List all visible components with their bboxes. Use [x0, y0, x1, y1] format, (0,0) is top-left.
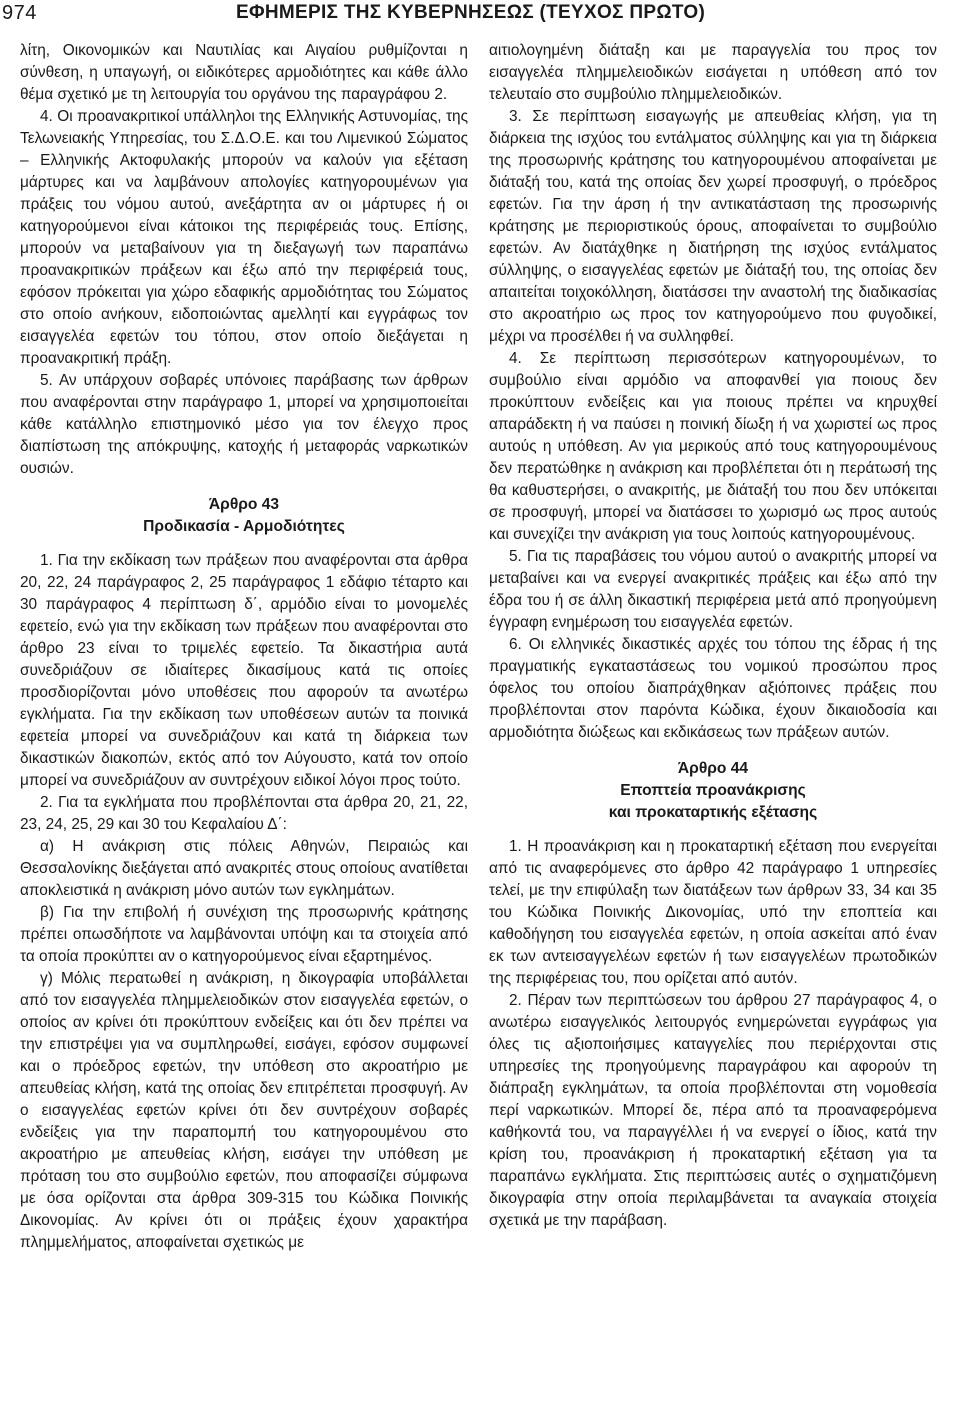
- paragraph: α) Η ανάκριση στις πόλεις Αθηνών, Πειραιώς και Θεσσαλονίκης διεξάγεται από ανακριτές στους οποίους ανατίθεται αποκλειστικά η ανάκριση μόνο αυτών των εγκλημάτων.: [20, 838, 468, 899]
- page-header: [0, 0, 960, 34]
- paragraph: 5. Αν υπάρχουν σοβαρές υπόνοιες παράβασης των άρθρων που αναφέρονται στην παράγραφο 1, μπορεί να χρησιμοποιείται κάθε κατάλληλο επιστημονικό μέσο για τον έλεγχο προς διαπίστωση της απόκρυψης, κατοχής ή μεταφοράς ναρκωτικών ουσιών.: [20, 372, 468, 477]
- article-title-line-2: και προκαταρτικής εξέτασης: [608, 804, 818, 821]
- left-column: [20, 40, 468, 1254]
- right-column: [489, 40, 937, 1232]
- paragraph: 2. Για τα εγκλήματα που προβλέπονται στα άρθρα 20, 21, 22, 23, 24, 25, 29 και 30 του Κεφαλαίου Δ΄:: [20, 794, 468, 833]
- paragraph: γ) Μόλις περατωθεί η ανάκριση, η δικογραφία υποβάλλεται από τον εισαγγελέα πλημμελειοδικών στον εισαγγελέα εφετών, ο οποίος αν κρίνει ότι προκύπτουν ενδείξεις και ότι δεν πρέπει να την επιστρέψει για να συμπληρωθεί, εισάγει, εφόσον συμφωνεί και ο πρόεδρος εφετών, την υπόθεση στο ακροατήριο με απευθείας κλήση, κατά της οποίας δεν επιτρέπεται προσφυγή. Αν ο εισαγγελέας εφετών κρίνει ότι δεν συντρέχουν σοβαρές ενδείξεις για την παραπομπή του κατηγορουμένου στο ακροατήριο με απευθείας κλήση, εισάγει την υπόθεση με πρόταση του στο συμβούλιο εφετών, που αποφασίζει σύμφωνα με όσα ορίζονται στα άρθρα 309-315 του Κώδικα Ποινικής Δικονομίας. Αν κρίνει ότι οι πράξεις έχουν χαρακτήρα πλημμελήματος, αποφαίνεται σχετικώς με: [20, 970, 468, 1251]
- paragraph: 3. Σε περίπτωση εισαγωγής με απευθείας κλήση, για τη διάρκεια της ισχύος του εντάλματος σύλληψης και για τη διάρκεια της προσωρινής κράτησης του κατηγορουμένου αποφαίνεται με διάταξή του, κατά της οποίας δεν χωρεί προσφυγή, ο πρόεδρος εφετών. Για την άρση ή την αντικατάσταση της προσωρινής κράτησης με περιοριστικούς όρους, αποφαίνεται το συμβούλιο εφετών. Αν διατάχθηκε η διατήρηση της ισχύος εντάλματος σύλληψης, ο εισαγγελέας εφετών με διάταξή του, της οποίας δεν απαιτείται τοιχοκόλληση, διατάσσει την αναστολή της διαδικασίας στο ακροατήριο ως προς τον κατηγορούμενο που φυγοδικεί, μέχρι να προσέλθει ή να συλληφθεί.: [489, 108, 937, 345]
- article-title: Προδικασία - Αρμοδιότητες: [143, 518, 345, 535]
- paragraph: 5. Για τις παραβάσεις του νόμου αυτού ο ανακριτής μπορεί να μεταβαίνει και να ενεργεί ανακριτικές πράξεις και έξω από την έδρα του ή σε άλλη δικαστική περιφέρεια μετά από προηγούμενη έγγραφη ενημέρωση του εισαγγελέα εφετών.: [489, 548, 937, 631]
- paragraph: 4. Οι προανακριτικοί υπάλληλοι της Ελληνικής Αστυνομίας, της Τελωνειακής Υπηρεσίας, του Σ.Δ.Ο.Ε. και του Λιμενικού Σώματος – Ελληνικής Ακτοφυλακής μπορούν να καλούν για εξέταση μάρτυρες και να λαμβάνουν απολογίες κατηγορουμένων για πράξεις του νόμου αυτού, ανεξάρτητα αν οι μάρτυρες ή οι κατηγορούμενοι είναι κάτοικοι της περιφέρειάς τους. Επίσης, μπορούν να μεταβαίνουν για τη διεξαγωγή των παραπάνω προανακριτικών πράξεων και έξω από την περιφέρειά τους, εφόσον πρόκειται για χώρο εδαφικής αρμοδιότητας του Σώματος στο οποίο ανήκουν, ειδοποιώντας αμελλητί και εγγράφως τον εισαγγελέα εφετών του τόπου, στον οποίο διεξάγεται η προανακριτική πράξη.: [20, 108, 468, 367]
- paragraph: αιτιολογημένη διάταξη και με παραγγελία του προς τον εισαγγελέα πλημμελειοδικών εισάγεται η υπόθεση από τον τελευταίο στο συμβούλιο πλημμελειοδικών.: [489, 42, 937, 103]
- paragraph: 1. Η προανάκριση και η προκαταρτική εξέταση που ενεργείται από τις αναφερόμενες στο άρθρο 42 παράγραφο 1 υπηρεσίες τελεί, με την επιφύλαξη των διατάξεων των άρθρων 33, 34 και 35 του Κώδικα Ποινικής Δικονομίας, υπό την εποπτεία και καθοδήγηση του εισαγγελέα εφετών, η οποία ασκείται από έναν εκ των αντεισαγγελέων εφετών ή των εισαγγελέων πρωτοδικών της περιφέρειας του, που ορίζεται από αυτόν.: [489, 838, 937, 987]
- article-heading: [20, 494, 468, 538]
- page-number: 974: [2, 2, 37, 24]
- paragraph: 4. Σε περίπτωση περισσότερων κατηγορουμένων, το συμβούλιο είναι αρμόδιο να αποφανθεί για ποιους δεν προκύπτουν ενδείξεις και για ποιους πρέπει να κηρυχθεί απαράδεκτη ή να παύσει η ποινική δίωξη ή να χωριστεί ως προς αυτούς η υπόθεση. Αν για μερικούς από τους κατηγορουμένους δεν περατώθηκε η ανάκριση και προβλέπεται ότι η περάτωσή της θα καθυστερήσει, ο ανακριτής, με διάταξή του που δεν υπόκειται σε προσφυγή, μπορεί να διατάσσει το χωρισμό ως προς αυτούς και συνεχίζει την ανάκριση για τους λοιπούς κατηγορουμένους.: [489, 350, 937, 543]
- paragraph: 1. Για την εκδίκαση των πράξεων που αναφέρονται στα άρθρα 20, 22, 24 παράγραφος 2, 25 παράγραφος 1 εδάφιο τέταρτο και 30 παράγραφος 4 περίπτωση δ΄, αρμόδιο είναι το μονομελές εφετείο, ενώ για την εκδίκαση των πράξεων που αναφέρονται στο άρθρο 23 είναι το τριμελές εφετείο. Τα δικαστήρια αυτά συνεδριάζουν σε ιδιαίτερες δικασίμους κατά τις οποίες προσδιορίζονται μόνο υποθέσεις που αφορούν τα ανωτέρω εγκλήματα. Για την εκδίκαση των υποθέσεων αυτών τα ποινικά εφετεία μπορεί να συνεδριάζουν και κατά τη διάρκεια των δικαστικών διακοπών, εκτός από τον Αύγουστο, κατά τον οποίο μπορεί να συνεδριάζουν αν συντρέχουν ειδικοί λόγοι προς τούτο.: [20, 552, 468, 789]
- paragraph: 6. Οι ελληνικές δικαστικές αρχές του τόπου της έδρας ή της πραγματικής εγκαταστάσεως του νομικού προσώπου προς όφελος του οποίου διαπράχθηκαν αξιόποινες πράξεις που προβλέπονται στον παρόντα Κώδικα, έχουν δικαιοδοσία και αρμοδιότητα διώξεως και εκδικάσεως των πράξεων αυτών.: [489, 636, 937, 741]
- paragraph: λίτη, Οικονομικών και Ναυτιλίας και Αιγαίου ρυθμίζονται η σύνθεση, η υπαγωγή, οι ειδικότερες αρμοδιότητες και κάθε άλλο θέμα σχετικό με τη λειτουργία του οργάνου της παραγράφου 2.: [20, 42, 468, 103]
- article-number: Άρθρο 43: [208, 496, 280, 513]
- article-title-line-1: Εποπτεία προανάκρισης: [620, 782, 806, 799]
- paragraph: β) Για την επιβολή ή συνέχιση της προσωρινής κράτησης πρέπει οπωσδήποτε να λαμβάνονται υπόψη και τα στοιχεία από τα οποία προκύπτει αν ο κατηγορούμενος είναι εξαρτημένος.: [20, 904, 468, 965]
- article-number: Άρθρο 44: [677, 760, 749, 777]
- paragraph: 2. Πέραν των περιπτώσεων του άρθρου 27 παράγραφος 4, ο ανωτέρω εισαγγελικός λειτουργός ενημερώνεται εγγράφως για όλες τις αξιοποιήσιμες καταγγελίες που περιέρχονται στις υπηρεσίες της προηγούμενης παραγράφου και αφορούν τη διάπραξη εγκλημάτων, τα οποία προβλέπονται στη νομοθεσία περί ναρκωτικών. Μπορεί δε, πέρα από τα προαναφερόμενα καθήκοντά του, να παραγγέλλει ή να ενεργεί ο ίδιος, κατά την κρίση του, προανάκριση ή προκαταρτική εξέταση για τα παραπάνω εγκλήματα. Στις περιπτώσεις αυτές ο σχηματιζόμενη δικογραφία στην οποία περιλαμβάνεται τα αναγκαία στοιχεία σχετικά με την παράβαση.: [489, 992, 937, 1229]
- journal-title: ΕΦΗΜΕΡΙΣ ΤΗΣ ΚΥΒΕΡΝΗΣΕΩΣ (ΤΕΥΧΟΣ ΠΡΩΤΟ): [236, 2, 706, 23]
- article-heading: [489, 758, 937, 824]
